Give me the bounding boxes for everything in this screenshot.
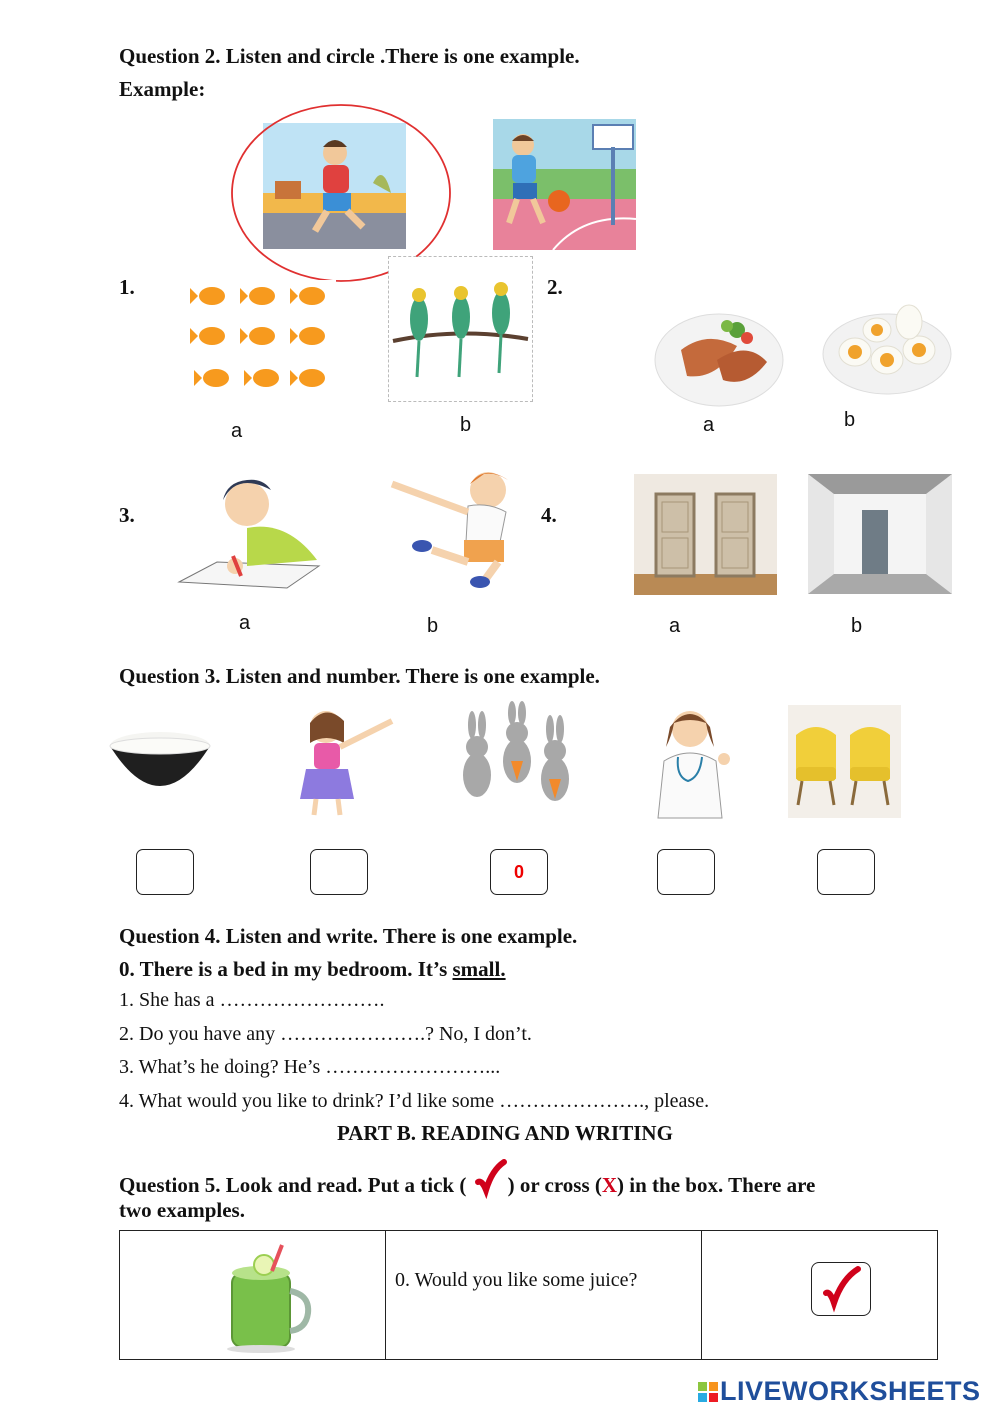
option-2a-fish-dish[interactable]: [647, 280, 790, 436]
option-3b-boy-running[interactable]: [388, 466, 530, 590]
juice-jar-picture: [218, 1243, 318, 1353]
example-picture-basketball: [493, 119, 636, 250]
q4-line-3[interactable]: 3. What’s he doing? He’s ……………………...: [119, 1056, 501, 1078]
q3-picture-doctor: [640, 701, 740, 818]
q5-title-line2: two examples.: [119, 1198, 245, 1222]
option-4a-two-doors[interactable]: [634, 474, 777, 595]
logo-squares-icon: [698, 1382, 718, 1402]
option-label-3a: a: [239, 612, 251, 634]
q3-answer-box-5[interactable]: [817, 849, 875, 895]
q4-example: [119, 957, 506, 982]
q2-item-number-1: 1.: [119, 275, 135, 299]
q5-title: [119, 1160, 815, 1198]
q4-title: Question 4. Listen and write. There is one example.: [119, 924, 578, 948]
q3-title: Question 3. Listen and number. There is one example.: [119, 664, 600, 688]
option-label-2a: a: [703, 414, 715, 436]
q3-picture-rice: [88, 706, 231, 804]
q5-title-part3: ) in the box. There are: [617, 1173, 816, 1197]
liveworksheets-logo: [698, 1376, 981, 1407]
q5-row0-picture-cell: [120, 1231, 386, 1360]
option-label-4b: b: [851, 615, 863, 637]
option-2b-eggs[interactable]: [815, 280, 958, 409]
q3-answer-box-2[interactable]: [310, 849, 368, 895]
q2-example-label: Example:: [119, 77, 206, 101]
q2-title: Question 2. Listen and circle .There is one example.: [119, 44, 580, 68]
q3-picture-girl-singing: [282, 703, 404, 816]
tick-icon: [472, 1160, 508, 1196]
part-b-title: PART B. READING AND WRITING: [337, 1121, 673, 1145]
q3-picture-chairs: [788, 705, 901, 818]
q2-item-number-2: 2.: [547, 275, 563, 299]
q4-line-2[interactable]: 2. Do you have any ………………….? No, I don’t.: [119, 1023, 532, 1045]
option-4b-room-door[interactable]: [808, 474, 952, 594]
q2-item-number-4: 4.: [541, 503, 557, 527]
option-1a-goldfish[interactable]: [190, 280, 336, 398]
option-label-3b: b: [427, 615, 439, 637]
logo-brand-text: LIVEWORKSHEETS: [720, 1376, 981, 1406]
tick-icon: [812, 1263, 870, 1315]
q5-row0-sentence: 0. Would you like some juice?: [395, 1269, 638, 1291]
q4-line-4[interactable]: 4. What would you like to drink? I’d like some …………………., please.: [119, 1090, 710, 1112]
q3-answer-box-4[interactable]: [657, 849, 715, 895]
q3-picture-rabbits: [455, 705, 580, 815]
q4-line-1[interactable]: 1. She has a …………………….: [119, 989, 385, 1011]
cross-symbol: X: [601, 1173, 618, 1197]
q5-row0-sentence-cell: [386, 1231, 702, 1360]
q5-title-part1: Question 5. Look and read. Put a tick (: [119, 1173, 472, 1197]
option-3a-boy-writing[interactable]: [177, 470, 322, 590]
q5-title-part2: ) or cross (: [507, 1173, 602, 1197]
option-label-2b: b: [844, 409, 856, 431]
q4-example-prefix: 0. There is a bed in my bedroom. It’s: [119, 957, 453, 981]
q4-example-answer: small.: [452, 957, 506, 981]
q2-item-number-3: 3.: [119, 503, 135, 527]
option-label-1b: b: [460, 414, 472, 436]
q5-row0-answer-box: [811, 1262, 871, 1316]
q3-answer-box-example: 0: [490, 849, 548, 895]
option-label-4a: a: [669, 615, 681, 637]
option-1b-birds[interactable]: [388, 256, 533, 402]
q3-answer-box-1[interactable]: [136, 849, 194, 895]
option-label-1a: a: [231, 420, 243, 442]
